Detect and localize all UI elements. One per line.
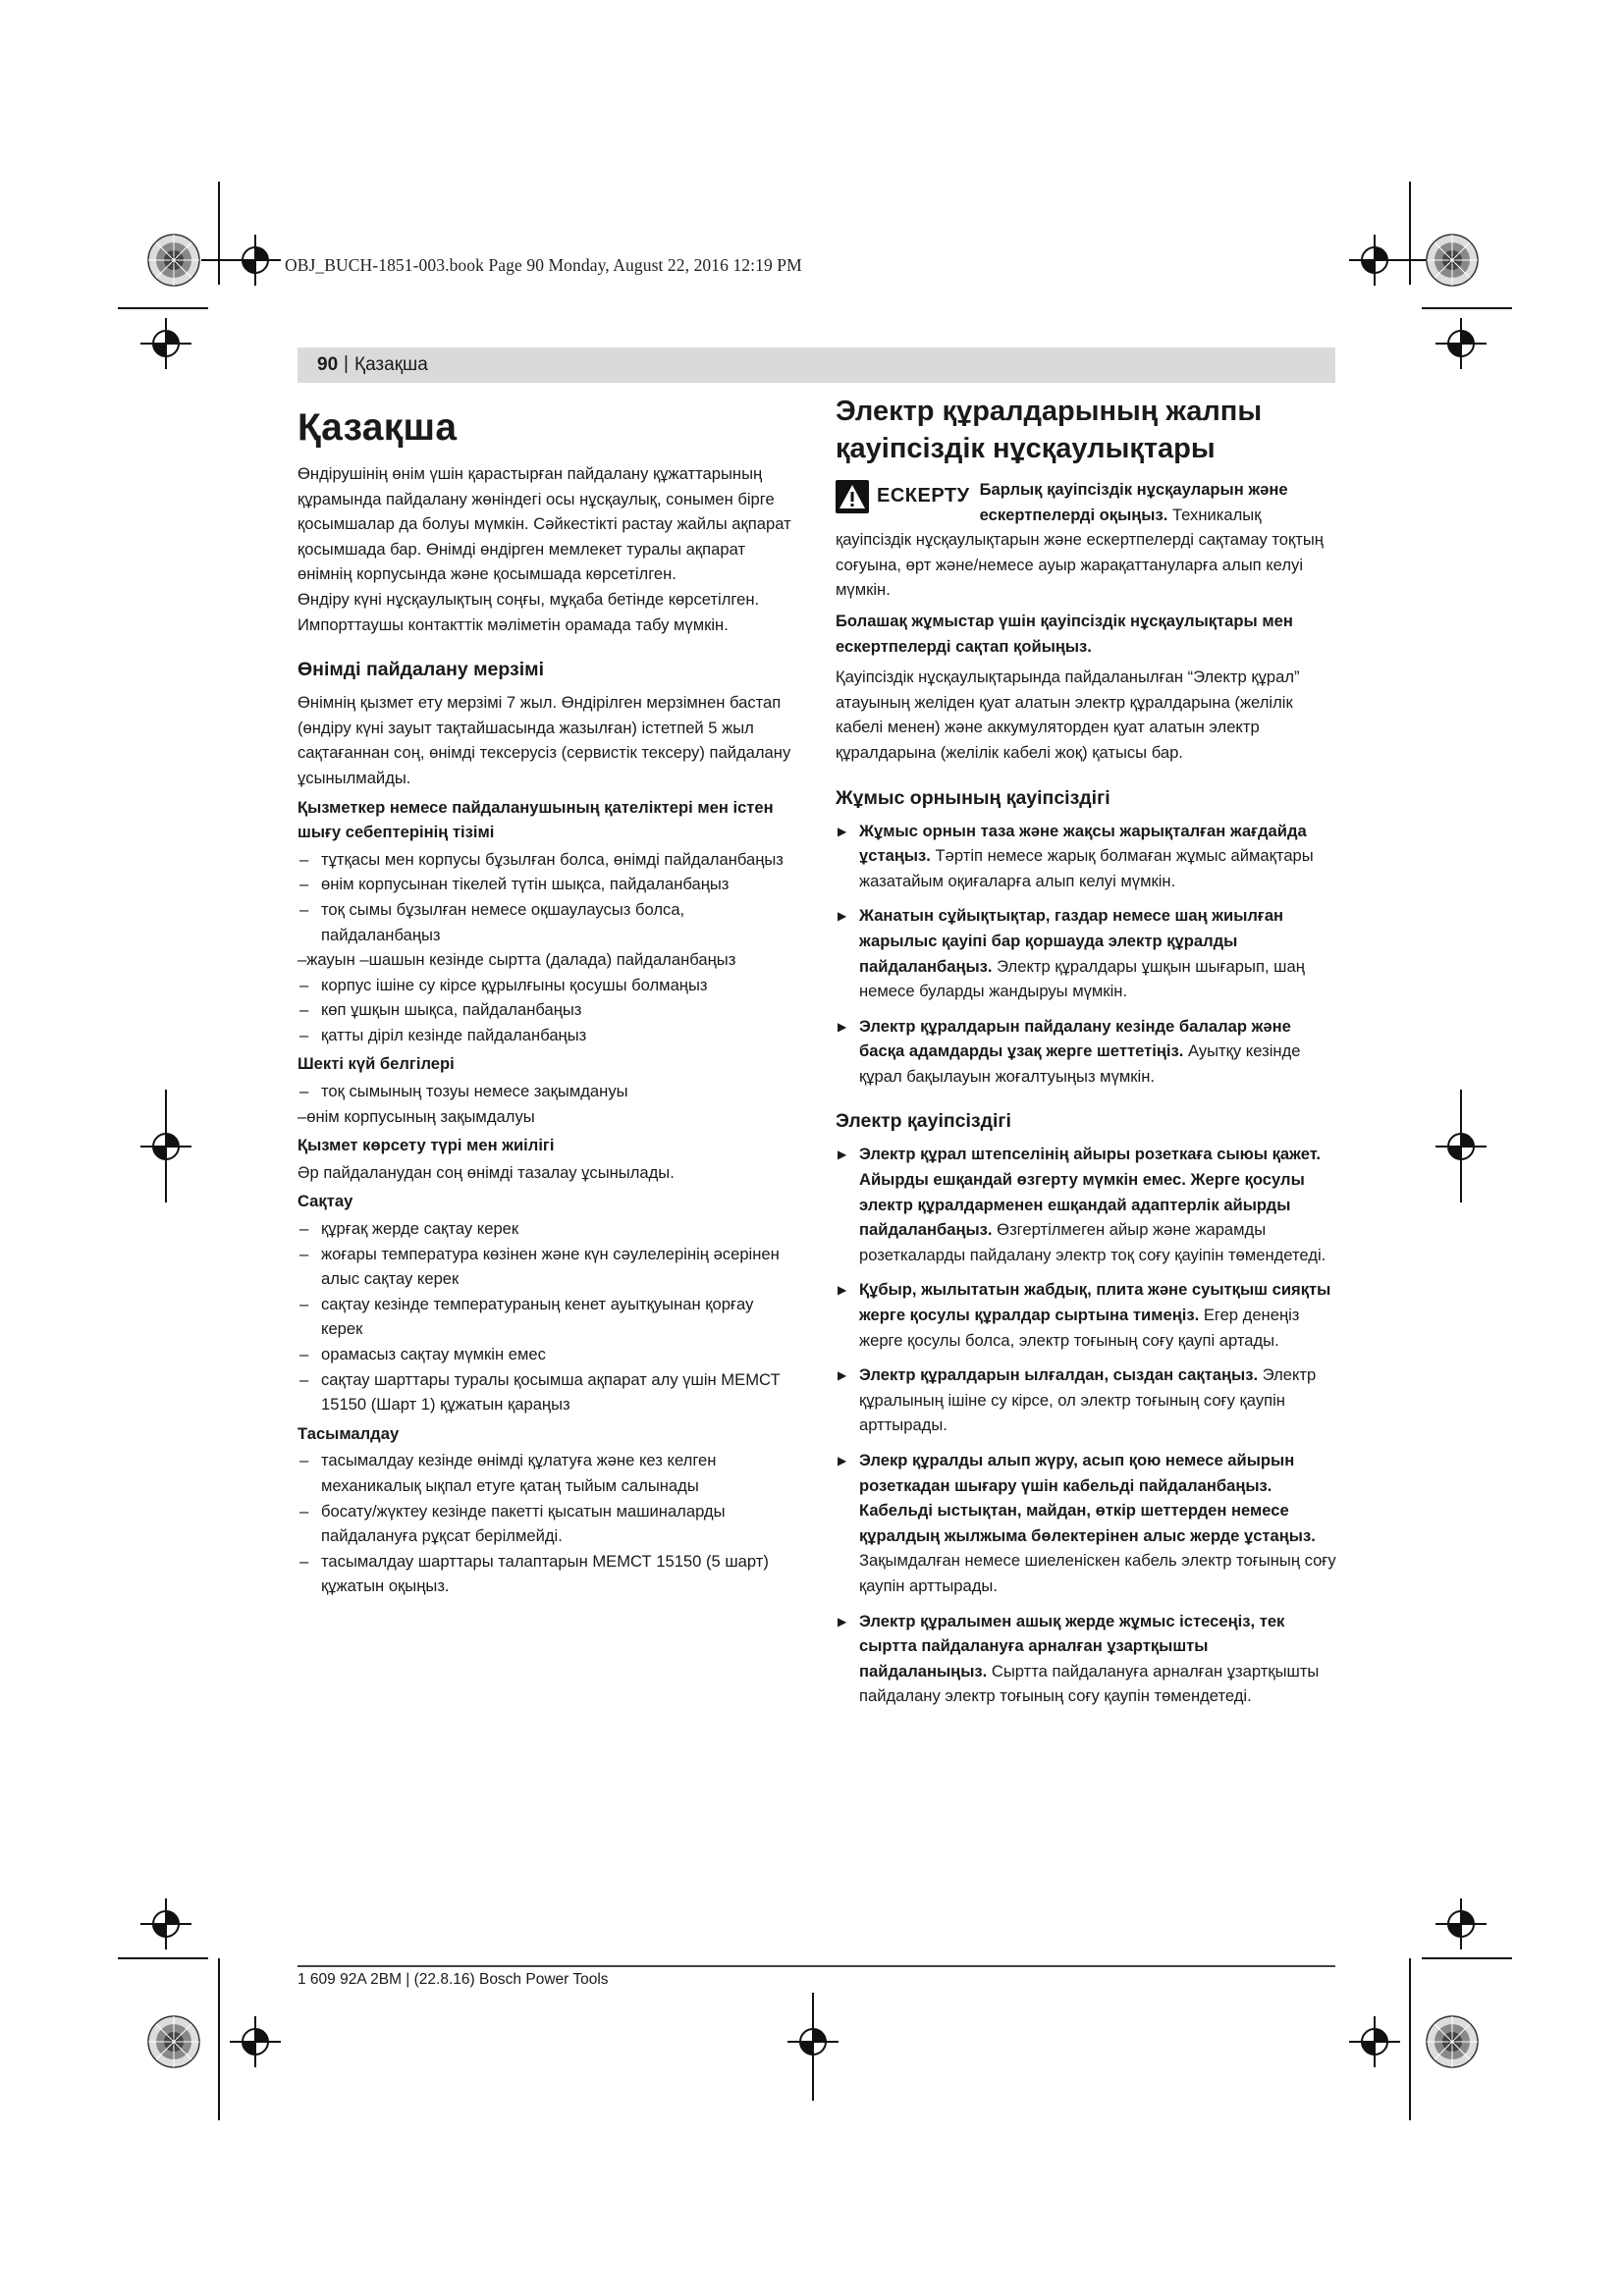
list-item: – тоқ сымының тозуы немесе зақымдануы [298,1079,798,1104]
intro-paragraph-3: Импорттаушы контакттік мәліметін орамада табу мүмкін. [298,614,729,634]
right-column [836,393,1336,1719]
electrical-list [836,1142,1336,1708]
footer-rule [298,1965,1335,1967]
intro-paragraph-2: Өндіру күні нұсқаулықтың соңғы, мұқаба бетінде көрсетілген. [298,589,760,609]
storage-heading: Сақтау [298,1192,353,1211]
warning-label: ЕСКЕРТУ [877,485,970,507]
limits-heading: Шекті күй белгілері [298,1054,455,1074]
list-item: ▶ Электр құралдарын пайдалану кезінде балалар және басқа адамдарды ұзақ жерге шеттетіңіз. Ауытқу кезінде құрал бақылауын жоғалтуыңыз мүмкін. [836,1014,1336,1090]
service-life-heading: Өнімді пайдалану мерзімі [298,659,544,681]
service-heading: Қызмет көрсету түрі мен жиілігі [298,1136,555,1155]
book-file-meta: OBJ_BUCH-1851-003.book Page 90 Monday, August 22, 2016 12:19 PM [285,255,802,275]
warning-text: Техникалық қауіпсіздік нұсқаулықтарын және ескертпелерді сақтамау тоқтың соғуына, өрт және/немесе ауыр жарақаттануларға алып келуі мүмкін. [836,505,1324,600]
failures-heading: Қызметкер немесе пайдаланушының қателіктері мен істен шығу себептерінің тізімі [298,797,774,842]
list-item: – корпус ішіне су кірсе құрылғыны қосушы болмаңыз [298,973,798,998]
service-life-text: Өнімнің қызмет ету мерзімі 7 жыл. Өндірілген мерзімнен бастап (өндіру күні зауыт тақтайшасында жазылған) істетпей 5 жыл сақтағаннан соң, өнімді тексерусіз (сервистік тексеру) пайдалану ұсынылмайды. [298,693,791,787]
storage-list [298,1216,798,1417]
list-item: – тоқ сымы бұзылған немесе оқшаулаусыз болса, пайдаланбаңыз [298,897,798,947]
list-item: – орамасыз сақтау мүмкін емес [298,1342,798,1367]
list-item: ▶ Электр құрал штепселінің айыры розеткаға сыюы қажет. Айырды ешқандай өзгерту мүмкін емес. Жерге қосулы электр құралдарменен ешқандай адаптерлік айырды пайдаланбаңыз. Өзгертілмеген айыр және жарамды розеткаларды пайдалану электр тоқ соғу қауіпін төмендетеді. [836,1142,1336,1267]
page-title: Қазақша [298,406,458,449]
warning-bold: Барлық қауіпсіздік нұсқауларын және ескертпелерді оқыңыз. [979,480,1288,524]
list-item: ▶ Жұмыс орнын таза және жақсы жарықталған жағдайда ұстаңыз. Тәртіп немесе жарық болмаған жұмыс аймақтары жазатайым оқиғаларға алып келуі мүмкін. [836,819,1336,894]
workplace-list [836,819,1336,1090]
keep-note: Болашақ жұмыстар үшін қауіпсіздік нұсқаулықтары мен ескертпелерді сақтап қойыңыз. [836,611,1293,656]
list-item: ▶ Элекр құралды алып жүру, асып қою немесе айырын розеткадан шығару үшін кабельді пайдаланбаңыз. Кабельді ыстықтан, майдан, өткір шеттерден немесе құралдың жылжыма бөлектерінен алыс жерде ұстаңыз. Зақымдалған немесе шиеленіскен кабель электр тоғының соғу қаупін арттырады. [836,1448,1336,1599]
list-item: – тұтқасы мен корпусы бұзылған болса, өнімді пайдаланбаңыз [298,847,798,873]
list-item: – тасымалдау шарттары талаптарын МЕМСТ 15150 (5 шарт) құжатын оқыңыз. [298,1549,798,1599]
list-item: – тасымалдау кезінде өнімді құлатуға және кез келген механикалық ықпал етуге қатаң тыйым салынады [298,1448,798,1498]
list-item: ▶ Электр құралдарын ылғалдан, сыздан сақтаңыз. Электр құралының ішіне су кірсе, ол электр тоғының соғу қаупін арттырады. [836,1362,1336,1438]
footer-text: 1 609 92A 2BM | (22.8.16) Bosch Power Tools [298,1971,609,1988]
list-item: ▶ Құбыр, жылытатын жабдық, плита және суытқыш сияқты жерге қосулы құралдар сыртына тимеңіз. Егер денеңіз жерге қосулы болса, электр тоғының соғу қаупі артады. [836,1277,1336,1353]
list-item: – көп ұшқын шықса, пайдаланбаңыз [298,997,798,1023]
list-item: – өнім корпусынан тікелей түтін шықса, пайдаланбаңыз [298,872,798,897]
list-item: – сақтау шарттары туралы қосымша ақпарат алу үшін МЕМСТ 15150 (Шарт 1) құжатын қараңыз [298,1367,798,1417]
header-language: Қазақша [354,354,428,375]
page-number: 90 [317,354,339,375]
warning-badge [836,480,970,513]
limits-list [298,1079,798,1129]
list-item: ▶ Жанатын сұйықтықтар, газдар немесе шаң жиылған жарылыс қауіпі бар қоршауда электр құралды пайдаланбаңыз. Электр құралдары ұшқын шығарып, шаң немесе буларды жандыруы мүмкін. [836,903,1336,1003]
failures-list [298,847,798,1048]
list-item: – жоғары температура көзінен және күн сәулелерінің әсерінен алыс сақтау керек [298,1242,798,1292]
transport-heading: Тасымалдау [298,1423,400,1443]
safety-title: Электр құралдарының жалпы қауіпсіздік нұсқаулықтары [836,396,1263,464]
warning-block [836,477,1336,603]
page-header-bar [298,347,1335,383]
service-text: Әр пайдаланудан соң өнімді тазалау ұсынылады. [298,1162,675,1182]
intro-paragraph-1: Өндірушінің өнім үшін қарастырған пайдалану құжаттарының құрамында пайдалану жөніндегі осы нұсқаулық, сонымен бірге қосымшалар да болуы мүмкін. Сәйкестікті растау жайлы ақпарат қосымшада бар. Өнімді өндірген мемлекет туралы ақпарат өнімнің корпусында және қосымшада көрсетілген. [298,464,791,584]
electrical-heading: Электр қауіпсіздігі [836,1110,1011,1133]
list-item: – босату/жүктеу кезінде пакетті қысатын машиналарды пайдалануға рұқсат берілмейді. [298,1499,798,1549]
list-item: –жауын –шашын кезінде сыртта (далада) пайдаланбаңыз [298,950,736,970]
warning-triangle-icon [836,480,869,513]
list-item: – сақтау кезінде температураның кенет ауытқуынан қорғау керек [298,1292,798,1342]
transport-list [298,1448,798,1599]
list-item: ▶ Электр құралымен ашық жерде жұмыс істесеңіз, тек сыртта пайдалануға арналған ұзартқышты пайдаланыңыз. Сыртта пайдалануға арналған ұзартқышты пайдалану электр тоғының соғу қаупін төмендетеді. [836,1609,1336,1709]
left-column [298,393,798,1599]
definition-text: Қауіпсіздік нұсқаулықтарында пайдаланылған “Электр құрал” атауының желіден қуат алатын электр құралдарына (желілік кабелі менен) және аккумуляторден қуат алатын электр құралдарына (желілік кабелі жоқ) қатысы бар. [836,667,1300,762]
list-item: – қатты діріл кезінде пайдаланбаңыз [298,1023,798,1048]
list-item: –өнім корпусының зақымдалуы [298,1106,535,1126]
list-item: – құрғақ жерде сақтау керек [298,1216,798,1242]
workplace-heading: Жұмыс орнының қауіпсіздігі [836,786,1110,809]
header-separator: | [344,353,349,374]
